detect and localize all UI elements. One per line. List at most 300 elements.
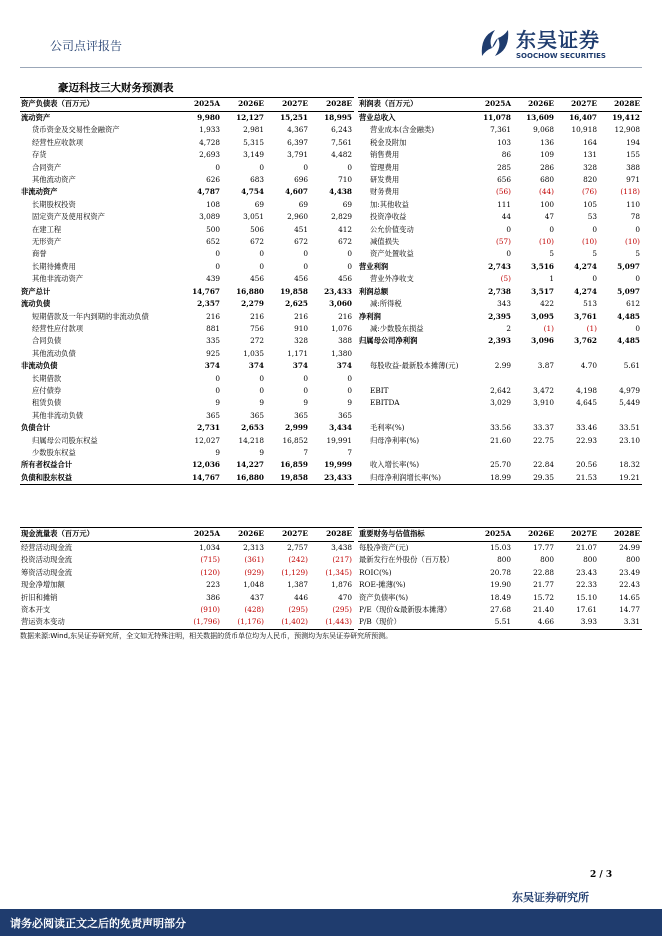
cell-value (556, 373, 599, 385)
table-row (20, 248, 354, 260)
cell-value: 17.61 (576, 605, 597, 615)
year-header: 2028E (599, 98, 642, 112)
logo-text-cn: 东吴证券 (516, 28, 600, 52)
income-statement-table (358, 97, 642, 485)
cell-value: 15.10 (576, 592, 597, 602)
cell-value (470, 447, 513, 459)
cell-value: 3,051 (243, 212, 264, 222)
cell-value: (120) (200, 567, 220, 577)
cell-value: 17.77 (533, 543, 554, 552)
cell-value: 0 (347, 261, 352, 271)
cell-value: 0 (506, 249, 511, 259)
table-row (358, 385, 642, 397)
cell-value: 374 (248, 361, 264, 371)
footer-organization: 东吴证券研究所 (512, 891, 589, 904)
table-row (20, 604, 354, 616)
cell-value: 7 (303, 447, 308, 457)
cell-value: 9 (303, 398, 308, 408)
cell-value: 3,516 (531, 261, 554, 271)
table-row (20, 298, 354, 310)
table-title: 现金流量表（百万元） (20, 528, 178, 542)
cell-value: 2,625 (285, 299, 308, 309)
cell-value: (242) (288, 555, 308, 565)
table-row (358, 397, 642, 409)
cell-value: 108 (206, 199, 220, 209)
cell-value: 3,095 (531, 311, 554, 321)
table-header-row (20, 98, 354, 112)
cell-value: 0 (303, 373, 308, 383)
table-row (20, 360, 354, 372)
row-label: 商誉 (32, 249, 47, 259)
cell-value (513, 348, 556, 360)
year-header: 2028E (310, 528, 354, 542)
cell-value: (57) (496, 237, 511, 247)
table-row (358, 236, 642, 248)
cell-value: (1,129) (281, 567, 308, 577)
cell-value: 100 (540, 199, 554, 209)
row-label: 营业成本(含金融类) (370, 125, 435, 135)
cell-value: 4,367 (287, 125, 308, 135)
table-header-row (358, 528, 642, 542)
cell-value (513, 373, 556, 385)
table-row (358, 186, 642, 198)
cell-value: 216 (338, 311, 352, 321)
row-label (358, 348, 470, 360)
cell-value: 105 (583, 199, 597, 209)
cell-value: 27.68 (490, 605, 511, 615)
cell-value: 18.99 (470, 472, 513, 485)
cell-value: 500 (206, 224, 220, 234)
year-header: 2028E (599, 528, 642, 542)
table-row (358, 554, 642, 566)
cell-value: 19,858 (266, 472, 310, 485)
cell-value: 328 (294, 336, 308, 346)
cell-value: 446 (294, 592, 308, 602)
table-row (358, 298, 642, 310)
table-row (358, 410, 642, 422)
cell-value: 4,485 (617, 336, 640, 346)
cell-value: 103 (497, 137, 511, 147)
cell-value: 21.60 (490, 435, 511, 445)
footer-bar (0, 909, 662, 936)
logo-text-en: SOOCHOW SECURITIES (516, 52, 606, 60)
cell-value: 2 (506, 323, 511, 333)
company-logo (478, 22, 628, 64)
cell-value: 20.78 (490, 567, 511, 577)
cell-value: 2,829 (331, 212, 352, 222)
row-label: 负债和股东权益 (20, 472, 178, 485)
cell-value: 14,767 (178, 472, 222, 485)
table-row (20, 149, 354, 161)
cell-value: 513 (583, 299, 597, 309)
cell-value: 656 (497, 175, 511, 185)
cell-value: 800 (626, 555, 640, 565)
cell-value: 19,412 (612, 113, 640, 122)
row-label: 净利润 (359, 311, 381, 321)
cell-value: 4.70 (580, 361, 597, 371)
table-row (358, 273, 642, 285)
row-label: P/B（现价） (358, 616, 470, 629)
cell-value: 4,485 (617, 311, 640, 321)
cell-value (599, 373, 642, 385)
cell-value: 2,357 (197, 299, 220, 309)
cell-value: 1,048 (243, 580, 264, 590)
cell-value: 16,859 (280, 460, 308, 470)
cell-value: 7,561 (331, 137, 352, 147)
cell-value: 19.90 (490, 580, 511, 590)
cell-value: 5 (549, 249, 554, 259)
row-label: 营运资本变动 (20, 616, 178, 629)
cell-value: 12,127 (236, 113, 264, 122)
cell-value: 756 (250, 323, 264, 333)
table-row (358, 447, 642, 459)
row-label: 营业外净收支 (370, 274, 414, 284)
cell-value: 437 (250, 592, 264, 602)
cell-value: 16,880 (222, 472, 266, 485)
cell-value: 374 (336, 361, 352, 371)
cell-value: 0 (303, 162, 308, 172)
cell-value (470, 410, 513, 422)
table-row (358, 616, 642, 629)
cell-value: 9 (259, 398, 264, 408)
disclaimer-text: 请务必阅读正文之后的免责声明部分 (10, 917, 186, 930)
cell-value: 456 (338, 274, 352, 284)
header-divider (20, 67, 642, 68)
row-label: 营业利润 (359, 261, 389, 271)
table-row (20, 447, 354, 459)
cell-value: 0 (303, 249, 308, 259)
cell-value: (910) (200, 605, 220, 615)
year-header: 2025A (470, 528, 513, 542)
cell-value: 0 (592, 274, 597, 284)
cell-value (556, 410, 599, 422)
cell-value: 21.53 (556, 472, 599, 485)
cell-value: 439 (206, 274, 220, 284)
year-header: 2025A (178, 98, 222, 112)
cell-value: 109 (540, 150, 554, 160)
year-header: 2026E (513, 528, 556, 542)
table-row (358, 224, 642, 236)
cell-value (599, 447, 642, 459)
cell-value: 0 (347, 162, 352, 172)
cell-value: 16,852 (282, 435, 308, 445)
cell-value: 29.35 (513, 472, 556, 485)
row-label: 所有者权益合计 (21, 460, 73, 470)
cell-value: 1,034 (199, 543, 220, 552)
cell-value: 69 (254, 199, 264, 209)
cell-value (513, 410, 556, 422)
cell-value: (929) (244, 567, 264, 577)
cell-value (599, 410, 642, 422)
cell-value: (217) (332, 555, 352, 565)
cell-value: (361) (244, 555, 264, 565)
row-label: P/E（现价&最新股本摊薄） (359, 605, 452, 615)
cell-value: 388 (626, 162, 640, 172)
cell-value: 1,387 (287, 580, 308, 590)
cell-value: 2.99 (494, 361, 511, 371)
cell-value: 3,434 (329, 423, 352, 433)
cell-value: (428) (244, 605, 264, 615)
cell-value: 23.43 (576, 567, 597, 577)
cell-value: 13,609 (526, 113, 554, 122)
key-metrics-table (358, 527, 642, 630)
cell-value: 451 (294, 224, 308, 234)
cell-value: (1,796) (178, 616, 222, 629)
cell-value: 3,910 (533, 398, 554, 408)
cell-value: 23.10 (619, 435, 640, 445)
cell-value: 21.40 (533, 605, 554, 615)
table-row (20, 567, 354, 579)
cell-value: 18.32 (619, 460, 640, 470)
row-label: 收入增长率(%) (370, 460, 420, 470)
row-label: 应付债券 (32, 385, 62, 395)
cell-value: 2,693 (199, 150, 220, 160)
cell-value: 216 (206, 311, 220, 321)
row-label: 每股净资产(元) (359, 543, 409, 552)
cell-value: 910 (294, 323, 308, 333)
table-row (20, 211, 354, 223)
cell-value: (10) (582, 237, 597, 247)
cell-value: 0 (215, 261, 220, 271)
cell-value: 5,449 (619, 398, 640, 408)
table-title: 资产负债表（百万元） (20, 98, 178, 112)
table-row (358, 149, 642, 161)
cell-value: 3,060 (329, 299, 352, 309)
cell-value: 335 (206, 336, 220, 346)
cell-value: 23,433 (324, 286, 352, 296)
cell-value: 5 (635, 249, 640, 259)
row-label: 在建工程 (32, 224, 62, 234)
cell-value: 4,274 (574, 261, 597, 271)
report-type-label: 公司点评报告 (50, 39, 123, 53)
cell-value: 365 (206, 410, 220, 420)
row-label: 财务费用 (370, 187, 400, 197)
cell-value: 2,757 (287, 543, 308, 552)
row-label: 研发费用 (370, 175, 400, 185)
row-label: 筹资活动现金流 (21, 567, 73, 577)
table-row (358, 604, 642, 616)
cell-value: 0 (259, 385, 264, 395)
row-label: 减:所得税 (370, 299, 402, 309)
cell-value: 9 (215, 398, 220, 408)
cell-value: 800 (540, 555, 554, 565)
table-row (20, 174, 354, 186)
cell-value: 0 (259, 249, 264, 259)
cell-value: (10) (539, 237, 554, 247)
cell-value: 0 (635, 323, 640, 333)
table-row (20, 385, 354, 397)
row-label: 资产处置收益 (370, 249, 414, 259)
row-label: 归属母公司净利润 (359, 336, 418, 346)
cell-value: 2,999 (285, 423, 308, 433)
cell-value: 21.07 (576, 543, 597, 552)
cell-value: 20.56 (576, 460, 597, 470)
cell-value: 710 (338, 175, 352, 185)
cell-value: 7,361 (490, 125, 511, 135)
cell-value: 1,171 (287, 348, 308, 358)
cell-value: (1,443) (310, 616, 354, 629)
balance-sheet-table (20, 97, 354, 485)
cell-value: 800 (497, 555, 511, 565)
row-label: 毛利率(%) (370, 423, 405, 433)
cell-value: 53 (587, 212, 597, 222)
table-row (358, 112, 642, 125)
table-row (20, 162, 354, 174)
cell-value: 2,395 (488, 311, 511, 321)
cell-value: 164 (583, 137, 597, 147)
table-row (20, 112, 354, 125)
table-row (20, 579, 354, 591)
row-label: 资本开支 (21, 605, 51, 615)
cell-value: 12,036 (192, 460, 220, 470)
row-label: 租赁负债 (32, 398, 62, 408)
table-row (358, 286, 642, 298)
cell-value: (1) (543, 323, 554, 333)
row-label: 归属母公司股东权益 (32, 435, 98, 445)
table-row (358, 174, 642, 186)
table-header-row (358, 98, 642, 112)
cell-value: (1,402) (266, 616, 310, 629)
table-row (20, 616, 354, 629)
cell-value: 18.49 (490, 592, 511, 602)
cell-value: 506 (250, 224, 264, 234)
cell-value: 4.66 (513, 616, 556, 629)
cell-value: 412 (338, 224, 352, 234)
cell-value: 19,858 (280, 286, 308, 296)
row-label: 合同负债 (32, 336, 62, 346)
cell-value: 23.49 (619, 567, 640, 577)
cell-value: 820 (583, 175, 597, 185)
cell-value: 5,097 (617, 286, 640, 296)
cell-value: 22.33 (576, 580, 597, 590)
table-row (358, 435, 642, 447)
table-row (20, 422, 354, 434)
cell-value: 680 (540, 175, 554, 185)
cell-value: 696 (294, 175, 308, 185)
cell-value: 25.70 (490, 460, 511, 470)
cell-value: 136 (540, 137, 554, 147)
table-row (358, 348, 642, 360)
cell-value: 0 (635, 274, 640, 284)
cell-value: 3.87 (537, 361, 554, 371)
table-row (20, 554, 354, 566)
table-row (358, 311, 642, 323)
cell-value: 69 (298, 199, 308, 209)
cell-value: (1) (586, 323, 597, 333)
cell-value: (295) (332, 605, 352, 615)
cell-value: 3,762 (574, 336, 597, 346)
table-row (20, 311, 354, 323)
cell-value: 22.43 (619, 580, 640, 590)
cell-value: 683 (250, 175, 264, 185)
page-number: 2 / 3 (590, 870, 613, 880)
row-label: 经营活动现金流 (21, 543, 73, 552)
cell-value: 12,908 (614, 125, 640, 135)
row-label: 经营性应付款项 (32, 323, 84, 333)
cell-value: 86 (501, 150, 511, 160)
row-label: 现金净增加额 (21, 580, 65, 590)
cell-value: 9 (215, 447, 220, 457)
cell-value: 3,472 (533, 385, 554, 395)
cell-value: 3,149 (243, 150, 264, 160)
row-label: 少数股东权益 (32, 447, 76, 457)
cell-value: 0 (549, 224, 554, 234)
cell-value (513, 447, 556, 459)
cell-value: 272 (250, 336, 264, 346)
cell-value: 12,027 (194, 435, 220, 445)
table-row (358, 124, 642, 136)
cell-value: 18,995 (324, 113, 352, 122)
cell-value: 44 (501, 212, 511, 222)
cell-value: 3.93 (556, 616, 599, 629)
table-row (20, 335, 354, 347)
table-row (358, 335, 642, 347)
cell-value: 9,980 (197, 113, 220, 122)
cell-value: 672 (294, 237, 308, 247)
table-row (358, 459, 642, 471)
table-row (20, 273, 354, 285)
row-label: 其他流动资产 (32, 175, 76, 185)
table-row (20, 286, 354, 298)
row-label: 合同资产 (32, 162, 62, 172)
table-row (20, 323, 354, 335)
table-row (20, 236, 354, 248)
cell-value: 2,642 (490, 385, 511, 395)
cell-value: 2,743 (488, 261, 511, 271)
row-label: EBITDA (370, 398, 400, 408)
cell-value: 3,089 (199, 212, 220, 222)
row-label: 减:少数股东损益 (370, 323, 424, 333)
cell-value: 4,482 (331, 150, 352, 160)
row-label: 归母净利率(%) (370, 435, 420, 445)
cell-value: 422 (540, 299, 554, 309)
soochow-logo-icon (478, 26, 512, 60)
table-row (358, 248, 642, 260)
cell-value: 374 (204, 361, 220, 371)
cell-value: 971 (626, 175, 640, 185)
table-row (358, 567, 642, 579)
cell-value: 0 (215, 249, 220, 259)
cell-value: 456 (250, 274, 264, 284)
row-label: 税金及附加 (370, 137, 407, 147)
table-header-row (20, 528, 354, 542)
year-header: 2025A (178, 528, 222, 542)
cell-value: (1,345) (325, 567, 352, 577)
row-label: 资产总计 (21, 286, 51, 296)
cell-value: 3,791 (287, 150, 308, 160)
row-label: 其他流动负债 (32, 348, 76, 358)
row-label: 减值损失 (370, 237, 400, 247)
row-label (358, 410, 470, 422)
cell-value: 3,761 (574, 311, 597, 321)
table-title: 重要财务与估值指标 (358, 528, 470, 542)
cell-value: 2,313 (243, 543, 264, 552)
cell-value (556, 447, 599, 459)
cell-value: 374 (292, 361, 308, 371)
cell-value: 216 (250, 311, 264, 321)
cell-value: 5.51 (470, 616, 513, 629)
cell-value: 14.65 (619, 592, 640, 602)
cell-value: 33.46 (576, 423, 597, 433)
table-row (358, 592, 642, 604)
cell-value: (295) (288, 605, 308, 615)
cell-value: 9 (347, 398, 352, 408)
row-label: 加:其他收益 (370, 199, 409, 209)
cell-value: (118) (620, 187, 640, 197)
cell-value: 1,876 (331, 580, 352, 590)
cell-value: 14,227 (236, 460, 264, 470)
cell-value: 14,767 (192, 286, 220, 296)
